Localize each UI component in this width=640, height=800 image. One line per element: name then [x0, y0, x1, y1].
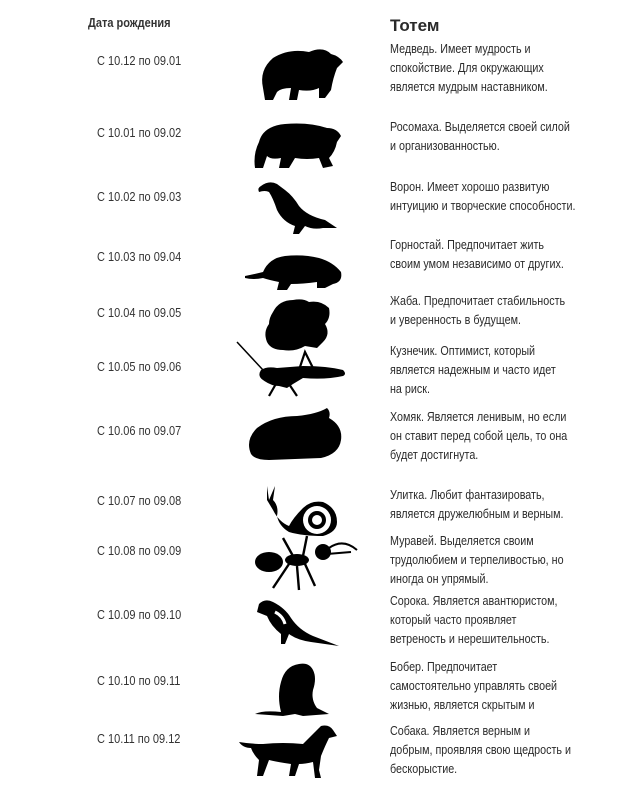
birth-date-range: С 10.04 по 09.05 — [97, 306, 182, 320]
bear-icon — [228, 40, 368, 106]
grasshopper-icon — [228, 340, 368, 406]
birth-date-range: С 10.06 по 09.07 — [97, 424, 182, 438]
magpie-icon — [228, 592, 368, 658]
birth-date-range: С 10.11 по 09.12 — [97, 732, 181, 746]
description-line: Сорока. Является авантюристом, — [390, 594, 558, 608]
description-line: бескорыстие. — [390, 762, 458, 776]
totem-description — [390, 236, 630, 274]
description-line: своим умом независимо от других. — [390, 257, 564, 271]
birth-date-range: С 10.02 по 09.03 — [97, 190, 182, 204]
description-line: Бобер. Предпочитает — [390, 660, 498, 674]
description-line: на риск. — [390, 382, 430, 396]
birth-date-range: С 10.01 по 09.02 — [97, 126, 182, 140]
description-line: Жаба. Предпочитает стабильность — [390, 294, 566, 308]
totem-description — [390, 292, 630, 330]
beaver-icon — [228, 656, 368, 722]
description-line: является дружелюбным и верным. — [390, 507, 564, 521]
totem-description — [390, 408, 630, 465]
totem-description — [390, 592, 630, 649]
description-line: Муравей. Выделяется своим — [390, 534, 534, 548]
birth-date-range: С 10.09 по 09.10 — [97, 608, 182, 622]
birth-date-range: С 10.03 по 09.04 — [97, 250, 182, 264]
description-line: добрым, проявляя свою щедрость и — [390, 743, 572, 757]
description-line: Хомяк. Является ленивым, но если — [390, 410, 567, 424]
birth-date-range: С 10.05 по 09.06 — [97, 360, 182, 374]
birth-date-range: С 10.10 по 09.11 — [97, 674, 181, 688]
description-line: является мудрым наставником. — [390, 80, 548, 94]
description-line: трудолюбием и терпеливостью, но — [390, 553, 564, 567]
description-line: и организованностью. — [390, 139, 500, 153]
description-line: ветреность и нерешительность. — [390, 632, 550, 646]
description-line: он ставит перед собой цель, то она — [390, 429, 568, 443]
description-line: который часто проявляет — [390, 613, 517, 627]
description-line: спокойствие. Для окружающих — [390, 61, 544, 75]
totem-description — [390, 40, 630, 97]
description-line: жизнью, является скрытым и — [390, 698, 535, 712]
totem-description — [390, 658, 630, 715]
description-line: Собака. Является верным и — [390, 724, 531, 738]
raven-icon — [228, 176, 368, 242]
description-line: и уверенность в будущем. — [390, 313, 522, 327]
description-line: Росомаха. Выделяется своей силой — [390, 120, 570, 134]
description-line: будет достигнута. — [390, 448, 479, 462]
totem-description — [390, 118, 630, 156]
birth-date-range: С 10.07 по 09.08 — [97, 494, 182, 508]
hamster-icon — [228, 404, 368, 470]
description-line: иногда он упрямый. — [390, 572, 489, 586]
description-line: Улитка. Любит фантазировать, — [390, 488, 545, 502]
totem-description — [390, 532, 630, 589]
birth-date-range: С 10.12 по 09.01 — [97, 54, 182, 68]
wolverine-icon — [228, 112, 368, 178]
description-line: Медведь. Имеет мудрость и — [390, 42, 531, 56]
birth-date-range: С 10.08 по 09.09 — [97, 544, 182, 558]
totem-description — [390, 178, 630, 216]
dog-icon — [228, 720, 368, 786]
totem-description — [390, 486, 630, 524]
totem-column-header: Тотем — [390, 16, 440, 35]
totem-description — [390, 342, 630, 399]
date-column-header: Дата рождения — [88, 16, 171, 30]
description-line: Кузнечик. Оптимист, который — [390, 344, 536, 358]
description-line: Ворон. Имеет хорошо развитую — [390, 180, 550, 194]
description-line: интуицию и творческие способности. — [390, 199, 576, 213]
totem-description — [390, 722, 630, 779]
ant-icon — [228, 532, 368, 598]
description-line: Горностай. Предпочитает жить — [390, 238, 545, 252]
description-line: является надежным и часто идет — [390, 363, 556, 377]
description-line: самостоятельно управлять своей — [390, 679, 558, 693]
